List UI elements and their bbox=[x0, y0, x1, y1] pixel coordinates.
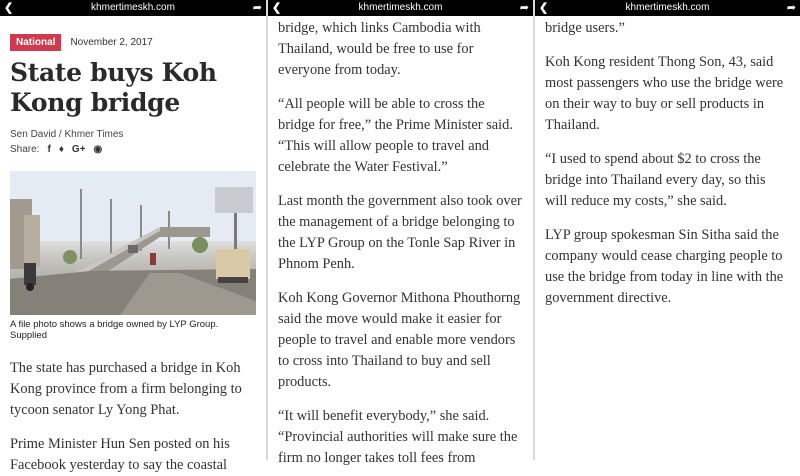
back-icon[interactable]: ❮ bbox=[272, 2, 282, 14]
pinterest-icon[interactable]: ◉ bbox=[93, 144, 103, 155]
article-paragraph: Prime Minister Hun Sen posted on his Facebook yesterday to say the coastal bbox=[10, 436, 230, 473]
browser-topbar bbox=[268, 0, 533, 16]
article-date: November 2, 2017 bbox=[70, 37, 153, 48]
article-paragraph: Koh Kong resident Thong Son, 43, said most passengers who use the bridge were on their way to buy or sell products in Thailand. bbox=[545, 54, 784, 133]
article-paragraph: “It will benefit everybody,” she said. “Provincial authorities will make sure the firm no longer takes toll fees from bbox=[278, 408, 518, 466]
browser-topbar bbox=[0, 0, 266, 16]
share-row bbox=[10, 144, 256, 155]
google-plus-icon[interactable]: G+ bbox=[71, 144, 86, 155]
screenshot-panel-1 bbox=[0, 0, 266, 473]
category-badge[interactable]: National bbox=[10, 34, 61, 51]
article-paragraph: “I used to spend about $2 to cross the bridge into Thailand every day, so this will reduce my costs,” she said. bbox=[545, 151, 766, 209]
article-paragraph: “All people will be able to cross the bridge for free,” the Prime Minister said. “This will allow people to travel and celebrate the Water Festival.” bbox=[278, 96, 513, 175]
screenshot-panel-2 bbox=[268, 0, 533, 466]
url-domain[interactable]: khmertimeskh.com bbox=[358, 2, 443, 13]
url-domain[interactable]: khmertimeskh.com bbox=[91, 2, 175, 13]
share-arrow-icon[interactable]: ➦ bbox=[519, 2, 529, 14]
article-paragraph: bridge, which links Cambodia with Thailand, would be free to use for everyone from today. bbox=[278, 20, 481, 78]
share-label: Share: bbox=[10, 144, 40, 155]
url-domain[interactable]: khmertimeskh.com bbox=[625, 2, 710, 13]
back-icon[interactable]: ❮ bbox=[539, 2, 549, 14]
facebook-icon[interactable]: f bbox=[47, 144, 51, 155]
bridge-photo-illustration bbox=[10, 171, 256, 315]
article-photo bbox=[10, 171, 256, 315]
back-icon[interactable]: ❮ bbox=[4, 2, 14, 14]
article-paragraph: The state has purchased a bridge in Koh Kong province from a firm belonging to tycoon senator Ly Yong Phat. bbox=[10, 360, 242, 418]
screenshot-panel-3 bbox=[535, 0, 800, 460]
byline: Sen David / Khmer Times bbox=[10, 129, 124, 140]
share-arrow-icon[interactable]: ➦ bbox=[252, 2, 262, 14]
article-headline: State buys Koh Kong bridge bbox=[10, 58, 217, 117]
twitter-icon[interactable]: ♦ bbox=[58, 144, 64, 155]
share-arrow-icon[interactable]: ➦ bbox=[786, 2, 796, 14]
photo-caption: A file photo shows a bridge owned by LYP Group. Supplied bbox=[10, 319, 219, 341]
article-paragraph: bridge users.” bbox=[545, 20, 625, 36]
article-paragraph: Last month the government also took over the management of a bridge belonging to the LYP Group on the Tonle Sap River in Phnom Penh. bbox=[278, 193, 522, 272]
browser-topbar bbox=[535, 0, 800, 16]
article-paragraph: LYP group spokesman Sin Sitha said the company would cease charging people to use the bridge from today in line with the government directive. bbox=[545, 227, 784, 306]
article-paragraph: Koh Kong Governor Mithona Phouthorng said the move would make it easier for people to travel and enable more vendors to cross into Thailand to buy and sell products. bbox=[278, 290, 521, 390]
